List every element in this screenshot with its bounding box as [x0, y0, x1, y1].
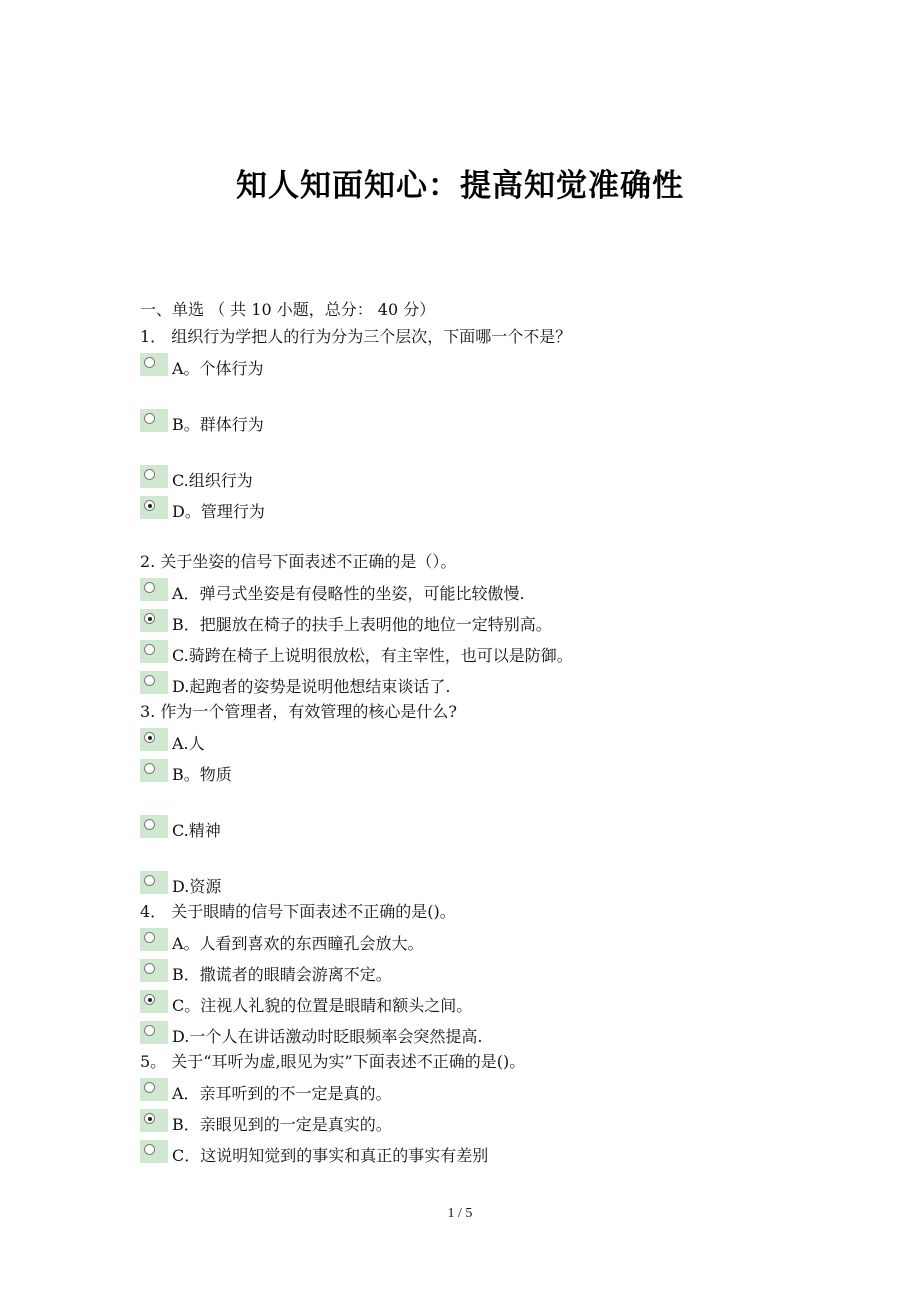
option-label: C。注视人礼貌的位置是眼睛和额头之间。 — [172, 996, 473, 1015]
question-5-option-c[interactable] — [140, 1137, 840, 1168]
question-5-option-a[interactable] — [140, 1075, 840, 1106]
question-2-option-c[interactable] — [140, 637, 840, 668]
question-2-option-d[interactable] — [140, 668, 840, 699]
radio-unchecked-icon[interactable] — [140, 640, 168, 663]
option-label: A。个体行为 — [172, 359, 264, 378]
question-4-text: 4． 关于眼睛的信号下面表述不正确的是()。 — [140, 902, 456, 921]
question-5-text: 5。 关于“耳听为虚,眼见为实”下面表述不正确的是()。 — [140, 1052, 526, 1071]
radio-checked-icon[interactable] — [140, 1109, 168, 1132]
question-3-text: 3. 作为一个管理者，有效管理的核心是什么? — [140, 702, 457, 721]
radio-unchecked-icon[interactable] — [140, 465, 168, 488]
quiz-content — [140, 296, 840, 1168]
option-label: B。物质 — [172, 765, 232, 784]
question-1-option-b[interactable] — [140, 406, 840, 462]
radio-checked-icon[interactable] — [140, 728, 168, 751]
option-label: C．这说明知觉到的事实和真正的事实有差别 — [172, 1146, 489, 1165]
option-label: B．撒谎者的眼睛会游离不定。 — [172, 965, 392, 984]
option-label: C.骑跨在椅子上说明很放松，有主宰性，也可以是防御。 — [172, 646, 573, 665]
question-2-option-b[interactable] — [140, 606, 840, 637]
option-label: D。管理行为 — [172, 502, 265, 521]
radio-unchecked-icon[interactable] — [140, 959, 168, 982]
option-label: B。群体行为 — [172, 415, 264, 434]
radio-checked-icon[interactable] — [140, 990, 168, 1013]
option-label: A．弹弓式坐姿是有侵略性的坐姿，可能比较傲慢. — [172, 584, 525, 603]
page-number: 1 / 5 — [447, 1206, 473, 1221]
question-3-option-c[interactable] — [140, 812, 840, 868]
option-label: D.起跑者的姿势是说明他想结束谈话了. — [172, 677, 451, 696]
question-3-option-d[interactable] — [140, 868, 840, 899]
option-label: A。人看到喜欢的东西瞳孔会放大。 — [172, 934, 424, 953]
question-3-option-a[interactable] — [140, 725, 840, 756]
question-4-option-b[interactable] — [140, 956, 840, 987]
option-label: A．亲耳听到的不一定是真的。 — [172, 1084, 392, 1103]
option-label: D.资源 — [172, 877, 222, 896]
option-label: B．把腿放在椅子的扶手上表明他的地位一定特别高。 — [172, 615, 552, 634]
option-label: B．亲眼见到的一定是真实的。 — [172, 1115, 392, 1134]
question-2-option-a[interactable] — [140, 575, 840, 606]
radio-unchecked-icon[interactable] — [140, 1021, 168, 1044]
radio-unchecked-icon[interactable] — [140, 928, 168, 951]
radio-unchecked-icon[interactable] — [140, 871, 168, 894]
radio-checked-icon[interactable] — [140, 609, 168, 632]
option-label: C.组织行为 — [172, 471, 253, 490]
question-5-option-b[interactable] — [140, 1106, 840, 1137]
radio-unchecked-icon[interactable] — [140, 578, 168, 601]
option-label: D.一个人在讲话激动时眨眼频率会突然提高. — [172, 1027, 483, 1046]
option-label: A.人 — [172, 734, 205, 753]
question-1-option-c[interactable] — [140, 462, 840, 493]
radio-unchecked-icon[interactable] — [140, 1078, 168, 1101]
question-4-option-a[interactable] — [140, 925, 840, 956]
question-4-option-d[interactable] — [140, 1018, 840, 1049]
radio-unchecked-icon[interactable] — [140, 1140, 168, 1163]
question-3-option-b[interactable] — [140, 756, 840, 812]
question-1-option-d[interactable] — [140, 493, 840, 549]
section-header: 一、单选 （ 共 10 小题，总分： 40 分） — [140, 300, 436, 319]
option-label: C.精神 — [172, 821, 221, 840]
question-4-option-c[interactable] — [140, 987, 840, 1018]
radio-unchecked-icon[interactable] — [140, 671, 168, 694]
page-title: 知人知面知心：提高知觉准确性 — [236, 168, 684, 204]
question-1-option-a[interactable] — [140, 350, 840, 406]
question-1-text: 1． 组织行为学把人的行为分为三个层次，下面哪一个不是？ — [140, 327, 572, 346]
question-2-text: 2. 关于坐姿的信号下面表述不正确的是（）。 — [140, 552, 457, 571]
